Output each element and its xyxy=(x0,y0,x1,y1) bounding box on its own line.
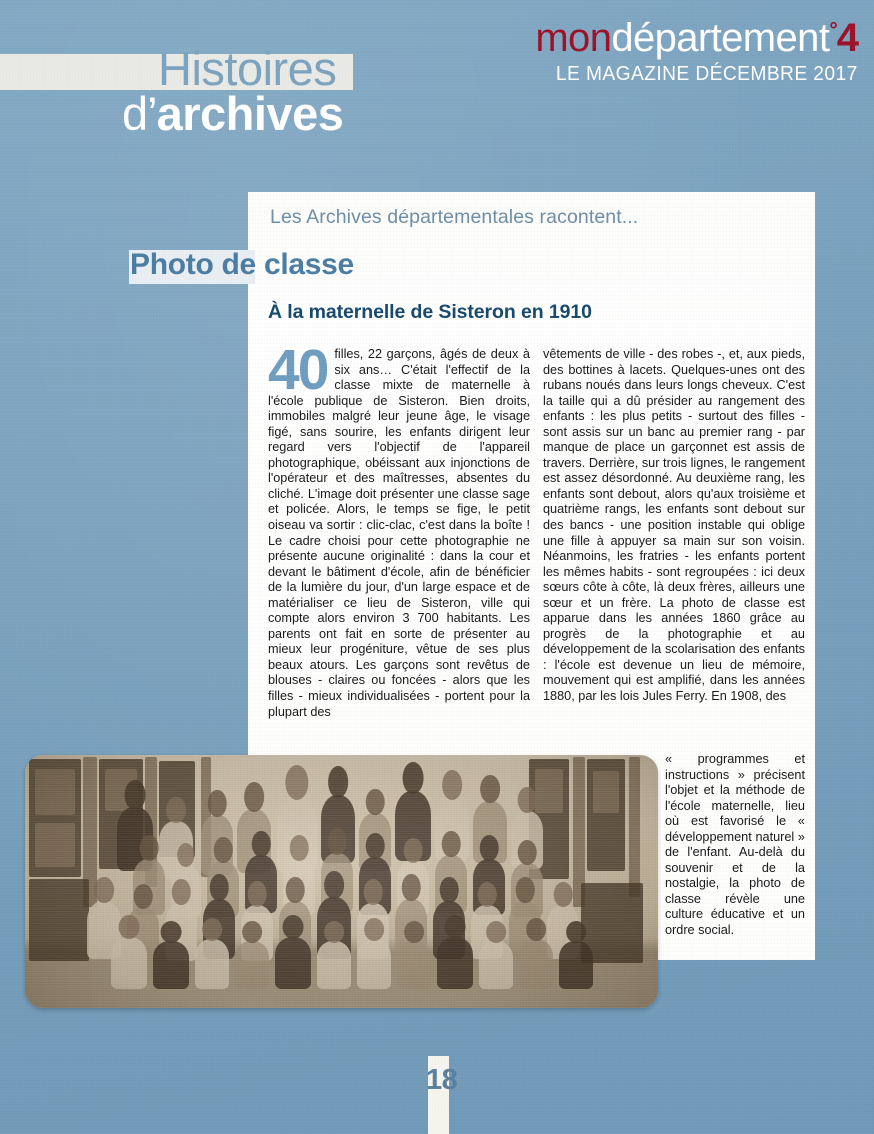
section-title-line2-bold: archives xyxy=(156,87,344,140)
photograph-image xyxy=(25,755,658,1008)
article-body-left-text: filles, 22 garçons, âgés de deux à six ans… C'était l'effectif de la classe mixte de maternelle à l'école publique de Sisteron. Bien droits, immobiles malgré leur jeune âge, le visage figé, sans sourire, les enfants dirigent leur regard vers l'objectif de l'appareil photographique, obéissant aux injonctions de l'opérateur et des maîtresses, absentes du cliché. L'image doit présenter une classe sage et policée. Alors, le temps se fige, le petit oiseau va sortir : clic-clac, c'est dans la boîte ! Le cadre choisi pour cette photographie ne présente aucune originalité : dans la cour et devant le bâtiment d'école, afin de bénéficier de la lumière du jour, d'un large espace et de matérialiser ce lieu de Sisteron, ville qui compte alors environ 3 700 habitants. Les parents ont fait en sorte de présenter au mieux leur progéniture, vêtue de ses plus beaux atours. Les garçons sont revêtus de blouses - claires ou foncées - alors que les filles - mieux individualisées - portent pour la plupart des xyxy=(268,347,530,719)
class-photograph xyxy=(25,755,658,1008)
article-subhead: À la maternelle de Sisteron en 1910 xyxy=(268,301,592,323)
masthead xyxy=(535,18,858,85)
masthead-issue xyxy=(829,16,858,60)
masthead-subtitle: LE MAGAZINE DÉCEMBRE 2017 xyxy=(556,62,858,85)
masthead-issue-number: 4 xyxy=(836,16,858,60)
article-body-right-bottom: « programmes et instructions » précisent l'objet et la méthode de l'école maternelle, lieu où est favorisé le « développement naturel » de l'enfant. Au-delà du souvenir et de la nostalgie, la photo de classe révèle une culture éducative et un ordre social. xyxy=(665,752,805,938)
section-title-line2 xyxy=(122,87,344,140)
article-body-right-top: vêtements de ville - des robes -, et, aux pieds, des bottines à lacets. Quelques-unes ont des rubans noués dans leurs longs cheveux. C'est la taille qui a dû présider au rangement des enfants : les plus petits - surtout des filles - sont assis sur un banc au premier rang - par manque de place un garçonnet est assis de travers. Derrière, sur trois lignes, le rangement est assez désordonné. Au deuxième rang, les enfants sont debout, alors qu'aux troisième et quatrième rangs, les enfants sont debout sur des bancs - une position instable qui oblige une fille à appuyer sa main sur son voisin. Néanmoins, les fratries - les enfants portent les mêmes habits - sont regroupées : ici deux sœurs côte à côte, là deux frères, ailleurs une sœur et un frère. La photo de classe est apparue dans les années 1860 grâce au progrès de la photographie et au développement de la scolarisation des enfants : l'école est devenue un lieu de mémoire, mouvement qui est amplifié, dans les années 1880, par les lois Jules Ferry. En 1908, des xyxy=(543,347,805,704)
section-title-line1: Histoires xyxy=(158,42,337,95)
article-kicker: Les Archives départementales racontent... xyxy=(270,206,639,228)
section-title-line2-prefix: d’ xyxy=(122,87,157,140)
page-number: 18 xyxy=(426,1064,458,1096)
degree-symbol: ° xyxy=(829,19,837,42)
masthead-brand-prefix: mon xyxy=(535,16,612,60)
masthead-brand-main: département xyxy=(611,16,830,60)
drop-cap: 40 xyxy=(268,338,328,402)
page-title: Photo de classe xyxy=(130,248,354,281)
masthead-brand xyxy=(535,18,858,58)
section-title xyxy=(0,42,420,164)
article-body-left xyxy=(268,338,530,720)
